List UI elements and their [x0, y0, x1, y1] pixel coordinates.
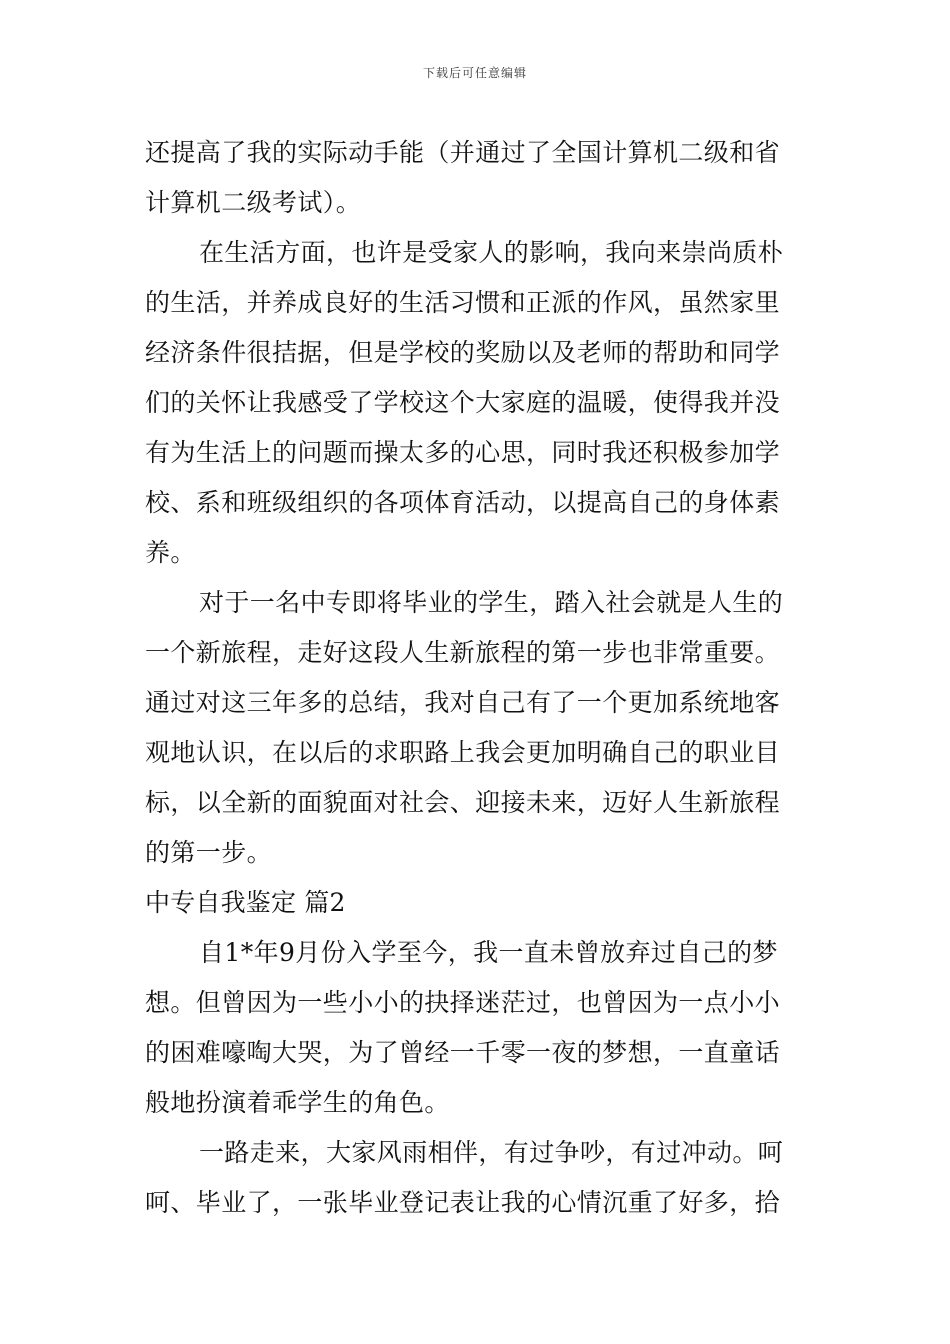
- text-line: 一个新旅程，走好这段人生新旅程的第一步也非常重要。: [145, 638, 781, 667]
- document-body: [145, 128, 807, 1228]
- text-line: 经济条件很拮据，但是学校的奖励以及老师的帮助和同学: [145, 338, 781, 367]
- section-heading: 中专自我鉴定 篇2: [145, 888, 346, 917]
- text-line: 通过对这三年多的总结，我对自己有了一个更加系统地客: [145, 688, 781, 717]
- text-line: 计算机二级考试）。: [145, 188, 362, 217]
- paragraph-start-line: 一路走来，大家风雨相伴，有过争吵，有过冲动。呵: [199, 1138, 784, 1167]
- text-line: 有为生活上的问题而操太多的心思，同时我还积极参加学: [145, 438, 781, 467]
- text-line: 观地认识，在以后的求职路上我会更加明确自己的职业目: [145, 738, 781, 767]
- text-line: 的第一步。: [145, 838, 273, 867]
- text-line: 还提高了我的实际动手能（并通过了全国计算机二级和省: [145, 138, 781, 167]
- paragraph-start-line: 对于一名中专即将毕业的学生，踏入社会就是人生的: [199, 588, 784, 617]
- text-line: 般地扮演着乖学生的角色。: [145, 1088, 450, 1117]
- text-line: 校、系和班级组织的各项体育活动，以提高自己的身体素: [145, 488, 781, 517]
- paragraph-start-line: 自1*年9月份入学至今，我一直未曾放弃过自己的梦: [199, 938, 778, 967]
- text-line: 标，以全新的面貌面对社会、迎接未来，迈好人生新旅程: [145, 788, 781, 817]
- paragraph-start-line: 在生活方面，也许是受家人的影响，我向来崇尚质朴: [199, 238, 784, 267]
- text-line: 的困难嚎啕大哭，为了曾经一千零一夜的梦想，一直童话: [145, 1038, 781, 1067]
- text-line: 们的关怀让我感受了学校这个大家庭的温暖，使得我并没: [145, 388, 781, 417]
- text-line: 呵、毕业了，一张毕业登记表让我的心情沉重了好多，拾: [145, 1188, 781, 1217]
- text-line: 的生活，并养成良好的生活习惯和正派的作风，虽然家里: [145, 288, 781, 317]
- text-line: 想。但曾因为一些小小的抉择迷茫过，也曾因为一点小小: [145, 988, 781, 1017]
- text-line: 养。: [145, 538, 196, 567]
- page-header-note: 下载后可任意编辑: [422, 66, 527, 80]
